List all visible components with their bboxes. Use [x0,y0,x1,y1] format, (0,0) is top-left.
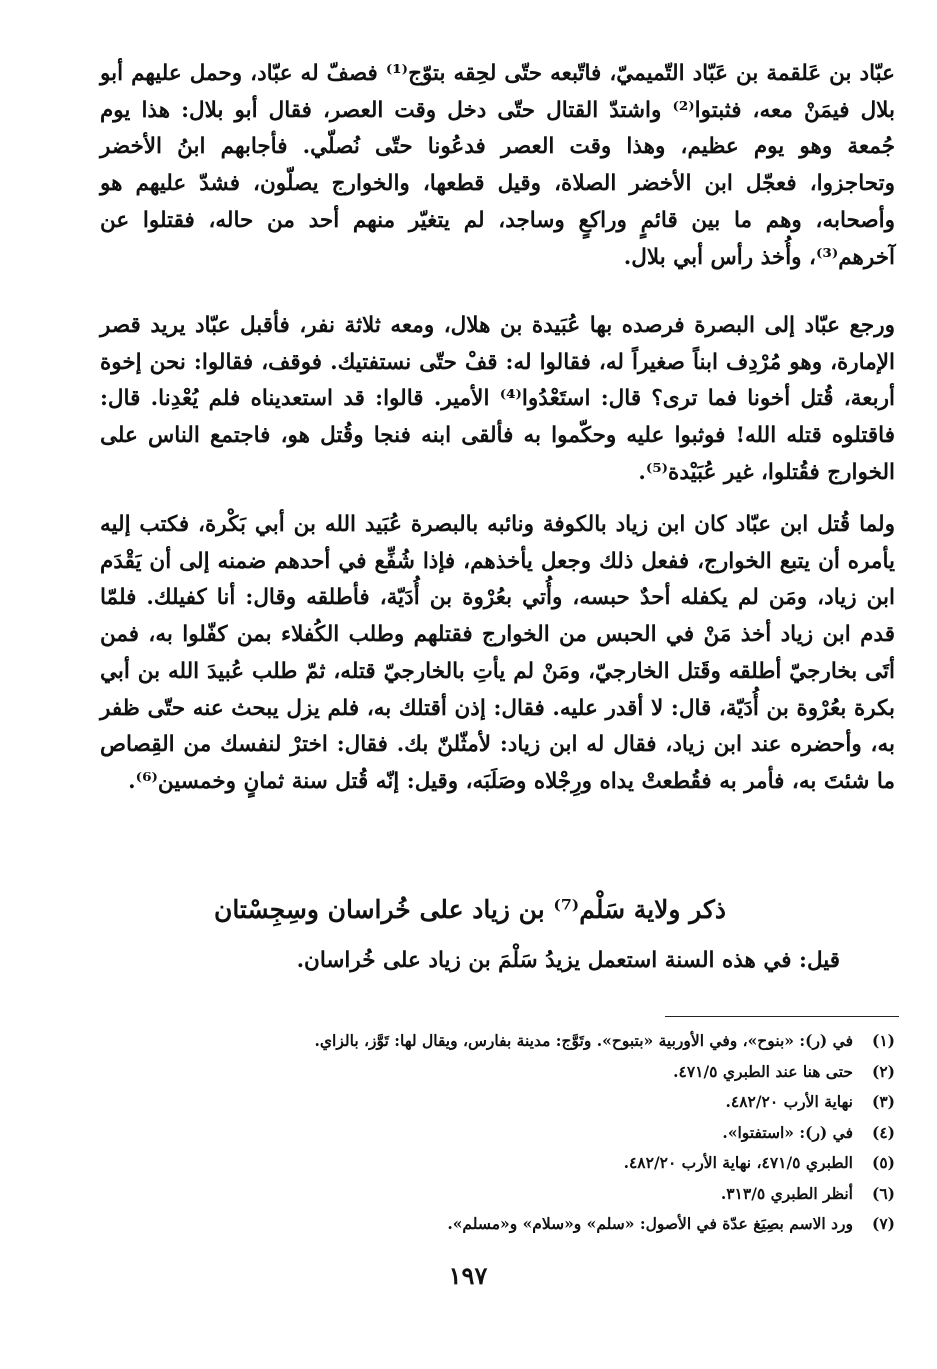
footnote-text: حتى هنا عند الطبري ٤٧١/٥. [673,1061,853,1081]
footnote-number: (٧) [871,1214,895,1233]
footnote-text: ورد الاسم بصِيَغ عدّة في الأصول: «سلم» و«سلام» و«مسلم». [447,1214,853,1233]
footnote-item [200,1057,895,1088]
footnote-text: الطبري ٤٧١/٥، نهاية الأرب ٤٨٢/٢٠. [623,1153,853,1172]
footnote-number: (١) [871,1031,895,1050]
footnote-number: (٥) [871,1153,895,1172]
footnote-number: (٣) [871,1092,895,1111]
footnote-item [200,1087,895,1118]
page-number: ١٩٧ [448,1261,488,1290]
footnote-item [200,1179,895,1210]
footnote-text: أنظر الطبري ٣١٣/٥. [720,1183,853,1203]
footnote-number: (٤) [871,1122,895,1142]
body-paragraph-1: عبّاد بن عَلقمة بن عَبّاد التّميميّ، فاتّبعه حتّى لحِقه بتوّج⁽¹⁾ فصفّ له عبّاد، وحمل عليهم أبو بلال فيمَنْ معه، فثبتوا⁽²⁾ واشتدّ القتال حتّى دخل وقت العصر، فقال أبو بلال: هذا يوم جُمعة وهو يوم عظيم، وهذا وقت العصر فدعُونا حتّى نُصلّي. فأجابهم ابنُ الأخضر وتحاجزوا، فعجّل ابن الأخضر الصلاة، وقيل قطعها، والخوارج يصلّون، فشدّ عليهم هو وأصحابه، وهم ما بين قائمٍ وراكعٍ وساجد، لم يتغيّر منهم أحد من حاله، فقتلوا عن آخرهم⁽³⁾، وأُخذ رأس أبي بلال. [100,61,895,270]
footnote-item [200,1148,895,1179]
footnotes-list [200,1026,895,1240]
footnote-number: (٦) [871,1183,895,1203]
section-heading: ذكر ولاية سَلْم⁽⁷⁾ بن زياد على خُراسان وسِجِسْتان [213,895,727,924]
footnote-text: في (ر): «بنوح»، وفي الأوربية «بتبوح». وتَوَّج: مدينة بفارس، ويقال لها: تَوَّز، بالزاي. [314,1031,853,1050]
footnote-item [200,1118,895,1149]
footnote-item [200,1026,895,1057]
footnote-text: في (ر): «استفتوا». [722,1122,853,1142]
footnote-divider [665,1016,899,1017]
footnote-text: نهاية الأرب ٤٨٢/٢٠. [725,1092,853,1111]
footnote-number: (٢) [871,1061,895,1081]
body-paragraph-3: ولما قُتل ابن عبّاد كان ابن زياد بالكوفة ونائبه بالبصرة عُبَيد الله بن أبي بَكْرة، فكتب إليه يأمره أن يتبع الخوارج، ففعل ذلك وجعل يأخذهم، فإذا شُفِّع في أحدهم ضمنه إلى أن يَقْدَم ابن زياد، ومَن لم يكفله أحدٌ حبسه، وأُتي بعُرْوة بن أُدَيّة، فأطلقه وقال: أنا كفيلك. فلمّا قدم ابن زياد أخذ مَنْ في الحبس من الخوارج فقتلهم وطلب الكُفلاء بمن كفّلوا به، فمن أتَى بخارجيّ أطلقه وقَتل الخارجيّ، ومَنْ لم يأتِ بالخارجيّ قتله، ثمّ طلب عُبيدَ الله بن أبي بكرة بعُرْوة بن أُدَيّة، قال: لا أقدر عليه. فقال: إذن أقتلك به، فلم يزل يبحث عنه حتّى ظفر به، وأحضره عند ابن زياد، فقال له ابن زياد: لأمثّلنّ بك. فقال: اخترْ لنفسك من القِصاص ما شئتَ به، فأمر به فقُطعتْ يداه ورِجْلاه وصَلَبَه، وقيل: إنّه قُتل سنة ثمانٍ وخمسين⁽⁶⁾. [100,512,895,794]
footnote-item [200,1209,895,1240]
section-paragraph: قيل: في هذه السنة استعمل يزيدُ سَلْمَ بن زياد على خُراسان. [296,948,840,973]
body-paragraph-2: ورجع عبّاد إلى البصرة فرصده بها عُبَيدة بن هلال، ومعه ثلاثة نفر، فأقبل عبّاد يريد قصر الإمارة، وهو مُرْدِف ابناً صغيراً له، فقالوا له: قفْ حتّى نستفتيك. فوقف، فقالوا: نحن إخوة أربعة، قُتل أخونا فما ترى؟ قال: استَعْدُوا⁽⁴⁾ الأمير. قالوا: قد استعديناه فلم يُعْدِنا. قال: فاقتلوه قتله الله! فوثبوا عليه وحكّموا به فألقى ابنه فنجا وقُتل هو، فاجتمع الناس على الخوارج فقُتلوا، غير عُبَيْدة⁽⁵⁾. [100,313,895,485]
